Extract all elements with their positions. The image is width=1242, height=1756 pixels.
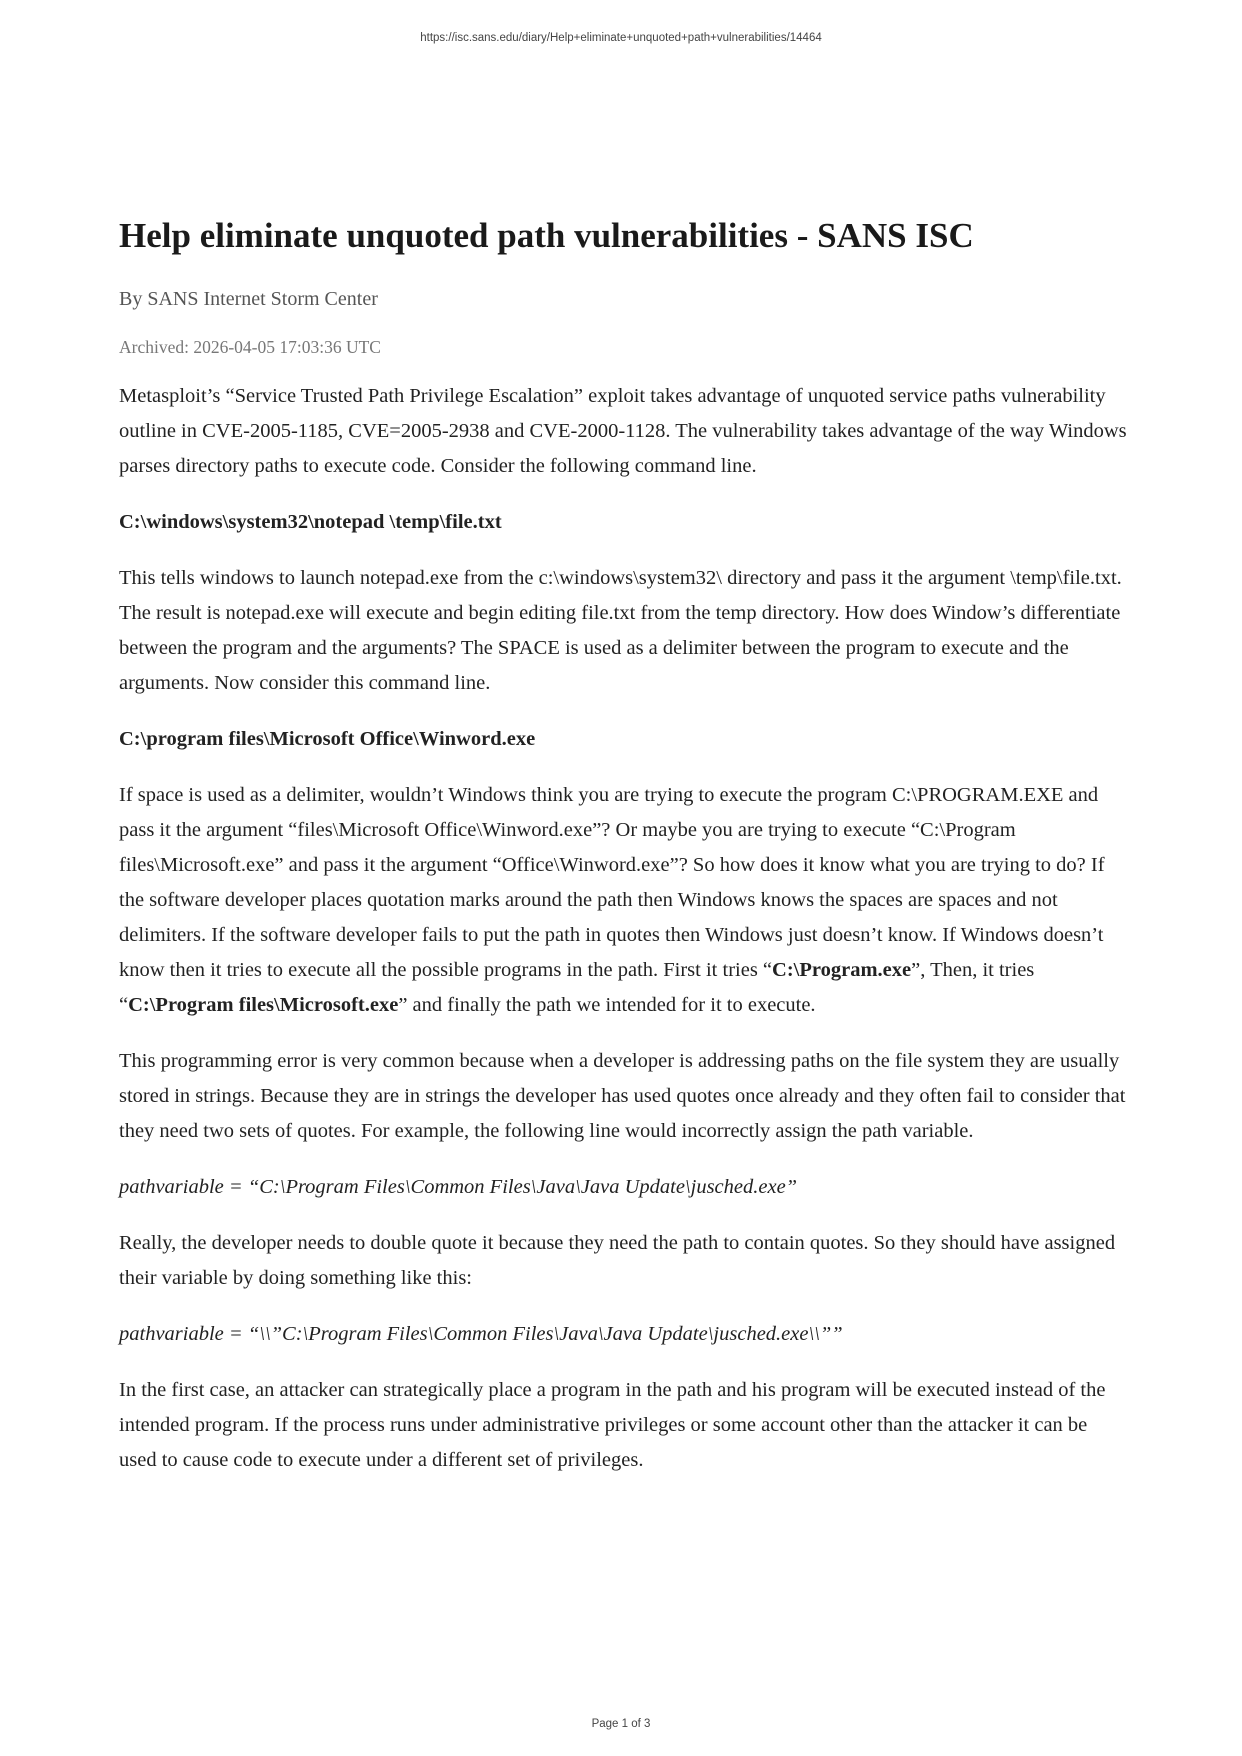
- page-url: https://isc.sans.edu/diary/Help+eliminate+unquoted+path+vulnerabilities/14464: [420, 32, 822, 44]
- byline: By SANS Internet Storm Center: [119, 288, 378, 310]
- command-line-winword: C:\program files\Microsoft Office\Winword.exe: [119, 728, 536, 750]
- paragraph-delimiter-text-d: ” and finally the path we intended for it to execute.: [398, 994, 816, 1016]
- page-number: Page 1 of 3: [591, 1718, 651, 1730]
- code-correct-assignment: pathvariable = “\\”C:\Program Files\Common Files\Java\Java Update\jusched.exe\\””: [119, 1323, 843, 1345]
- paragraph-intro: Metasploit’s “Service Trusted Path Privilege Escalation” exploit takes advantage of unquoted service paths vulnerability outline in CVE-2005-1185, CVE=2005-2938 and CVE-2000-1128. The vulnerability takes advantage of the way Windows parses directory paths to execute code. Consider the following command line.: [119, 385, 1127, 477]
- article-title: Help eliminate unquoted path vulnerabilities - SANS ISC: [119, 216, 974, 255]
- paragraph-delimiter: [119, 778, 1129, 1023]
- paragraph-delimiter-text-c: ”, Then, it tries “: [119, 959, 1035, 1016]
- bold-microsoft-exe: C:\Program files\Microsoft.exe: [128, 994, 399, 1016]
- paragraph-attacker: In the first case, an attacker can strategically place a program in the path and his program will be executed instead of the intended program. If the process runs under administrative privileges or some account other than the attacker it can be used to cause code to execute under a different set of privileges.: [119, 1379, 1106, 1471]
- paragraph-notepad-explanation: This tells windows to launch notepad.exe from the c:\windows\system32\ directory and pass it the argument \temp\file.txt. The result is notepad.exe will execute and begin editing file.txt from the temp directory. How does Window’s differentiate between the program and the arguments? The SPACE is used as a delimiter between the program to execute and the arguments. Now consider this command line.: [119, 567, 1122, 694]
- paragraph-programming-error: This programming error is very common because when a developer is addressing paths on the file system they are usually stored in strings. Because they are in strings the developer has used quotes once already and they often fail to consider that they need two sets of quotes. For example, the following line would incorrectly assign the path variable.: [119, 1050, 1126, 1142]
- paragraph-double-quote: Really, the developer needs to double quote it because they need the path to contain quotes. So they should have assigned their variable by doing something like this:: [119, 1232, 1116, 1289]
- archived-timestamp: Archived: 2026-04-05 17:03:36 UTC: [119, 337, 381, 357]
- code-incorrect-assignment: pathvariable = “C:\Program Files\Common Files\Java\Java Update\jusched.exe”: [119, 1176, 798, 1198]
- article-body: [119, 379, 1129, 1478]
- article: [119, 214, 1129, 1499]
- command-line-notepad: C:\windows\system32\notepad \temp\file.txt: [119, 511, 502, 533]
- paragraph-delimiter-text-a: If space is used as a delimiter, wouldn’t Windows think you are trying to execute the program C:\PROGRAM.EXE and pass it the argument “files\Microsoft Office\Winword.exe”? Or maybe you are trying to execute “C:\Program files\Microsoft.exe” and pass it the argument “Office\Winword.exe”? So how does it know what you are trying to do? If the software developer places quotation marks around the path then Windows knows the spaces are spaces and not delimiters. If the software developer fails to put the path in quotes then Windows just doesn’t know. If Windows doesn’t know then it tries to execute all the possible programs in the path. First it tries “: [119, 784, 1105, 981]
- bold-program-exe: C:\Program.exe: [772, 959, 912, 981]
